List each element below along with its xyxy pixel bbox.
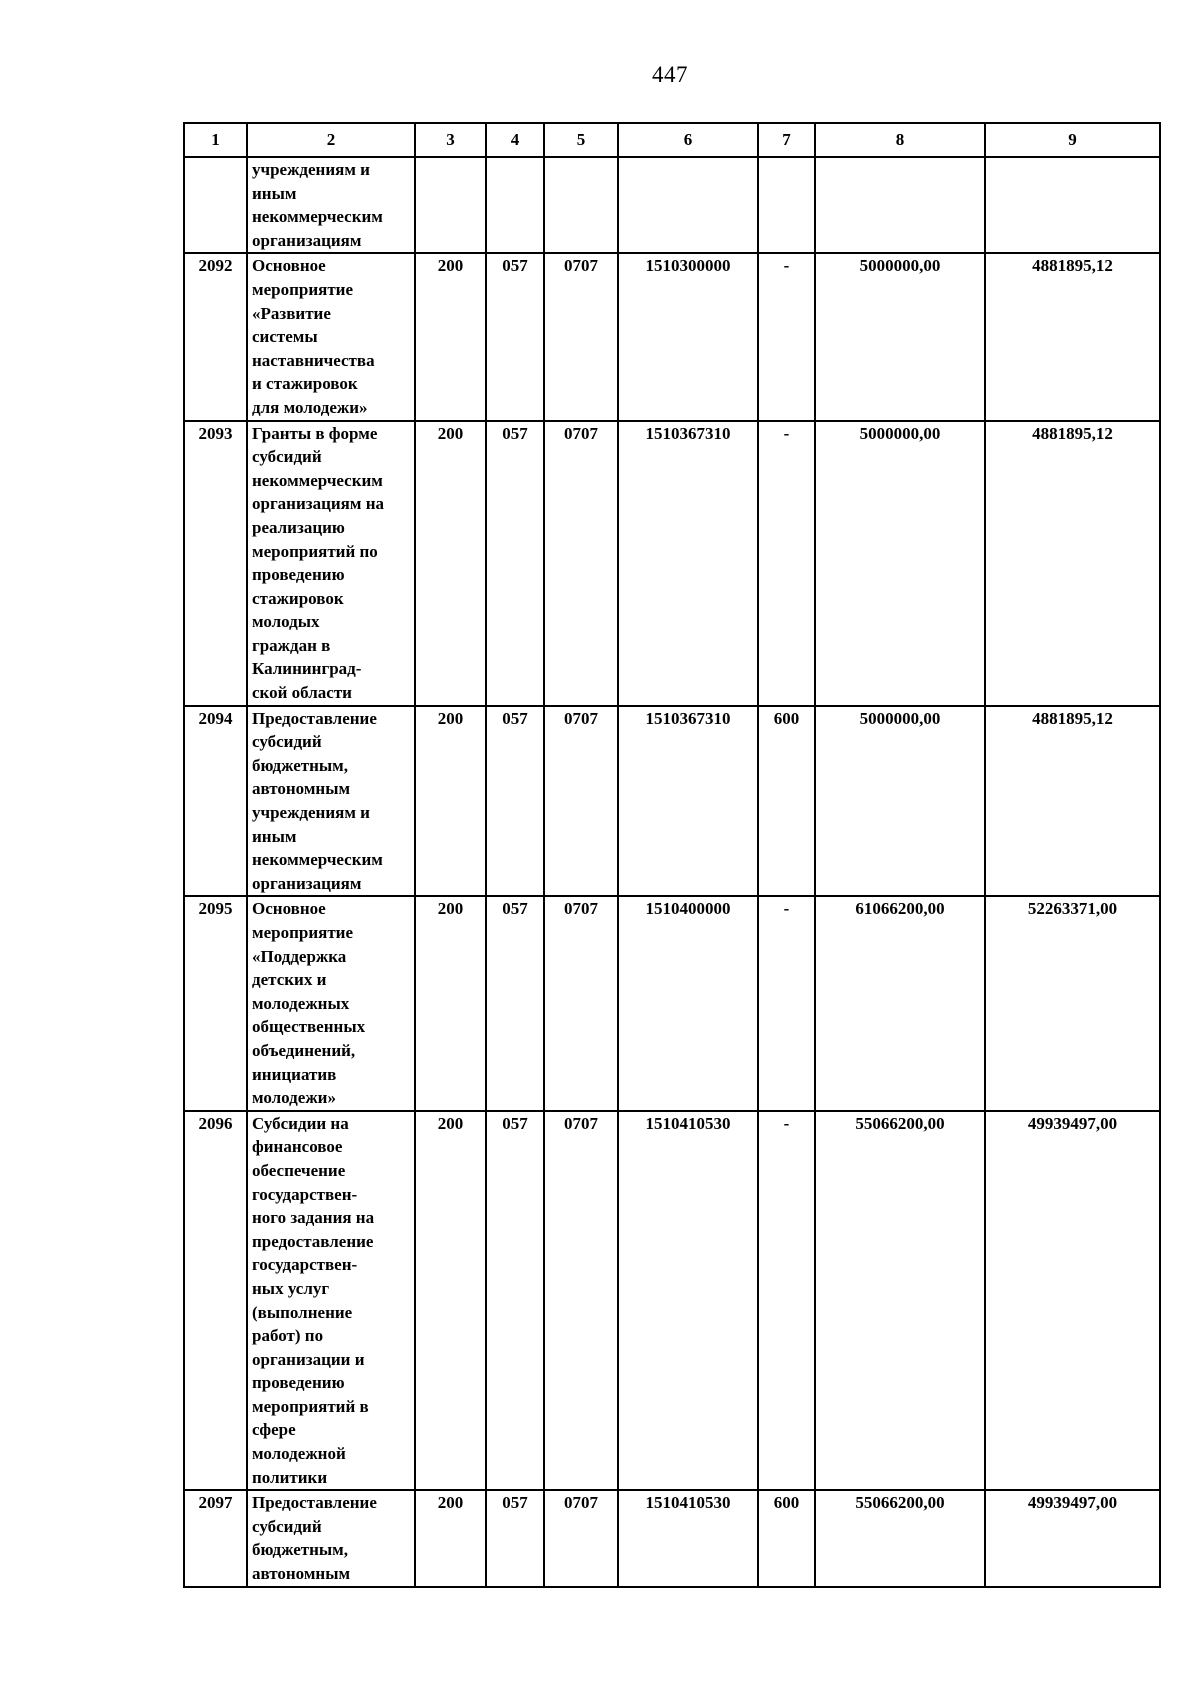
item-name-cell xyxy=(247,1111,415,1491)
code-6-cell: 1510367310 xyxy=(618,706,758,897)
column-header-8: 8 xyxy=(815,123,985,157)
code-5-cell: 0707 xyxy=(544,1490,618,1586)
code-7-cell: - xyxy=(758,1111,815,1491)
item-name-line: некоммерческим xyxy=(252,470,383,490)
item-name-line: автономным xyxy=(252,1564,351,1584)
item-name-line: объединений, xyxy=(252,1040,356,1060)
item-name-line: мероприятие xyxy=(252,279,354,299)
item-name-line: Основное xyxy=(252,899,326,919)
column-header-3: 3 xyxy=(415,123,486,157)
item-name-line: ного задания на xyxy=(252,1208,375,1228)
code-4-cell: 057 xyxy=(486,1490,544,1586)
code-6-cell: 1510410530 xyxy=(618,1490,758,1586)
column-header-5: 5 xyxy=(544,123,618,157)
item-name-line: граждан в xyxy=(252,635,331,655)
item-name-line: «Развитие xyxy=(252,303,331,323)
code-3-cell: 200 xyxy=(415,1490,486,1586)
item-name-line: системы xyxy=(252,327,318,347)
amount-9-cell: 4881895,12 xyxy=(985,706,1160,897)
item-name-line: субсидий xyxy=(252,1516,322,1536)
code-5-cell: 0707 xyxy=(544,1111,618,1491)
code-3-cell: 200 xyxy=(415,253,486,420)
amount-9-cell: 49939497,00 xyxy=(985,1490,1160,1586)
table-row xyxy=(184,421,1160,706)
page-number: 447 xyxy=(652,62,688,87)
item-name-line: государствен- xyxy=(252,1184,358,1204)
code-4-cell: 057 xyxy=(486,1111,544,1491)
item-name-line: иным xyxy=(252,183,297,203)
code-6-cell: 1510410530 xyxy=(618,1111,758,1491)
code-4-cell: 057 xyxy=(486,421,544,706)
item-name-line: государствен- xyxy=(252,1255,358,1275)
item-name-cell xyxy=(247,421,415,706)
code-6-cell: 1510400000 xyxy=(618,896,758,1110)
code-7-cell xyxy=(758,157,815,253)
item-name-line: молодежи» xyxy=(252,1088,336,1108)
item-name-line: проведению xyxy=(252,1373,345,1393)
code-5-cell: 0707 xyxy=(544,253,618,420)
item-name-line: работ) по xyxy=(252,1326,324,1346)
item-name-line: для молодежи» xyxy=(252,397,368,417)
code-3-cell: 200 xyxy=(415,706,486,897)
item-name-line: (выполнение xyxy=(252,1302,353,1322)
item-name-line: мероприятие xyxy=(252,923,354,942)
amount-8-cell: 61066200,00 xyxy=(815,896,985,1110)
code-6-cell xyxy=(618,157,758,253)
item-name-line: автономным xyxy=(252,779,351,799)
table-body xyxy=(184,157,1160,1587)
item-name-line: сфере xyxy=(252,1420,296,1440)
item-name-line: Основное xyxy=(252,256,326,276)
item-name-line: учреждениям и xyxy=(252,160,370,179)
code-7-cell: - xyxy=(758,421,815,706)
row-number-cell: 2093 xyxy=(184,421,247,706)
row-number-cell: 2096 xyxy=(184,1111,247,1491)
code-5-cell: 0707 xyxy=(544,421,618,706)
item-name-line: ской области xyxy=(252,683,352,703)
item-name-line: проведению xyxy=(252,565,345,585)
item-name-line: субсидий xyxy=(252,732,322,752)
amount-9-cell xyxy=(985,157,1160,253)
item-name-line: организации и xyxy=(252,1349,365,1369)
budget-table xyxy=(183,122,1161,1588)
item-name-line: мероприятий в xyxy=(252,1396,369,1416)
amount-8-cell: 5000000,00 xyxy=(815,706,985,897)
item-name-cell xyxy=(247,896,415,1110)
item-name-line: молодежных xyxy=(252,993,350,1013)
code-4-cell: 057 xyxy=(486,896,544,1110)
column-header-4: 4 xyxy=(486,123,544,157)
table-row xyxy=(184,1111,1160,1491)
table-row xyxy=(184,706,1160,897)
item-name-line: финансовое xyxy=(252,1137,343,1157)
item-name-line: организациям xyxy=(252,230,362,250)
code-4-cell: 057 xyxy=(486,706,544,897)
item-name-line: мероприятий по xyxy=(252,541,378,561)
column-header-6: 6 xyxy=(618,123,758,157)
amount-8-cell: 5000000,00 xyxy=(815,253,985,420)
item-name-line: бюджетным, xyxy=(252,755,349,775)
item-name-line: некоммерческим xyxy=(252,850,383,870)
item-name-cell xyxy=(247,1490,415,1586)
code-5-cell: 0707 xyxy=(544,706,618,897)
item-name-line: Предоставление xyxy=(252,1493,377,1513)
code-3-cell xyxy=(415,157,486,253)
item-name-line: Предоставление xyxy=(252,708,377,728)
row-number-cell: 2092 xyxy=(184,253,247,420)
code-4-cell xyxy=(486,157,544,253)
code-5-cell: 0707 xyxy=(544,896,618,1110)
item-name-line: обеспечение xyxy=(252,1160,346,1180)
code-3-cell: 200 xyxy=(415,896,486,1110)
item-name-line: организациям на xyxy=(252,494,385,514)
item-name-line: молодых xyxy=(252,612,320,632)
table-row xyxy=(184,157,1160,253)
item-name-line: детских и xyxy=(252,970,327,990)
item-name-cell xyxy=(247,706,415,897)
item-name-line: некоммерческим xyxy=(252,207,383,227)
row-number-cell xyxy=(184,157,247,253)
item-name-line: бюджетным, xyxy=(252,1540,349,1560)
item-name-line: и стажировок xyxy=(252,374,358,394)
code-6-cell: 1510300000 xyxy=(618,253,758,420)
item-name-line: Калининград- xyxy=(252,659,362,679)
column-header-7: 7 xyxy=(758,123,815,157)
code-7-cell: - xyxy=(758,896,815,1110)
amount-9-cell: 49939497,00 xyxy=(985,1111,1160,1491)
row-number-cell: 2097 xyxy=(184,1490,247,1586)
code-6-cell: 1510367310 xyxy=(618,421,758,706)
table-row xyxy=(184,1490,1160,1586)
item-name-line: организациям xyxy=(252,873,362,893)
code-7-cell: 600 xyxy=(758,706,815,897)
amount-9-cell: 52263371,00 xyxy=(985,896,1160,1110)
item-name-line: реализацию xyxy=(252,517,345,537)
item-name-cell xyxy=(247,253,415,420)
item-name-line: предоставление xyxy=(252,1231,374,1251)
item-name-line: политики xyxy=(252,1467,328,1487)
code-3-cell: 200 xyxy=(415,421,486,706)
amount-8-cell xyxy=(815,157,985,253)
column-header-2: 2 xyxy=(247,123,415,157)
item-name-line: инициатив xyxy=(252,1064,337,1084)
amount-8-cell: 5000000,00 xyxy=(815,421,985,706)
table-header-row xyxy=(184,123,1160,157)
item-name-line: субсидий xyxy=(252,447,322,467)
item-name-line: Субсидии на xyxy=(252,1113,349,1133)
column-header-9: 9 xyxy=(985,123,1160,157)
item-name-line: Гранты в форме xyxy=(252,423,378,443)
item-name-line: молодежной xyxy=(252,1444,346,1464)
amount-9-cell: 4881895,12 xyxy=(985,421,1160,706)
item-name-line: учреждениям и xyxy=(252,803,370,823)
item-name-line: «Поддержка xyxy=(252,946,347,966)
item-name-line: иным xyxy=(252,826,297,846)
code-5-cell xyxy=(544,157,618,253)
amount-9-cell: 4881895,12 xyxy=(985,253,1160,420)
item-name-cell xyxy=(247,157,415,253)
code-7-cell: - xyxy=(758,253,815,420)
row-number-cell: 2095 xyxy=(184,896,247,1110)
code-3-cell: 200 xyxy=(415,1111,486,1491)
table-row xyxy=(184,896,1160,1110)
amount-8-cell: 55066200,00 xyxy=(815,1490,985,1586)
code-4-cell: 057 xyxy=(486,253,544,420)
item-name-line: общественных xyxy=(252,1017,366,1037)
amount-8-cell: 55066200,00 xyxy=(815,1111,985,1491)
table-row xyxy=(184,253,1160,420)
code-7-cell: 600 xyxy=(758,1490,815,1586)
item-name-line: стажировок xyxy=(252,588,344,608)
row-number-cell: 2094 xyxy=(184,706,247,897)
item-name-line: наставничества xyxy=(252,350,375,370)
column-header-1: 1 xyxy=(184,123,247,157)
item-name-line: ных услуг xyxy=(252,1278,330,1298)
